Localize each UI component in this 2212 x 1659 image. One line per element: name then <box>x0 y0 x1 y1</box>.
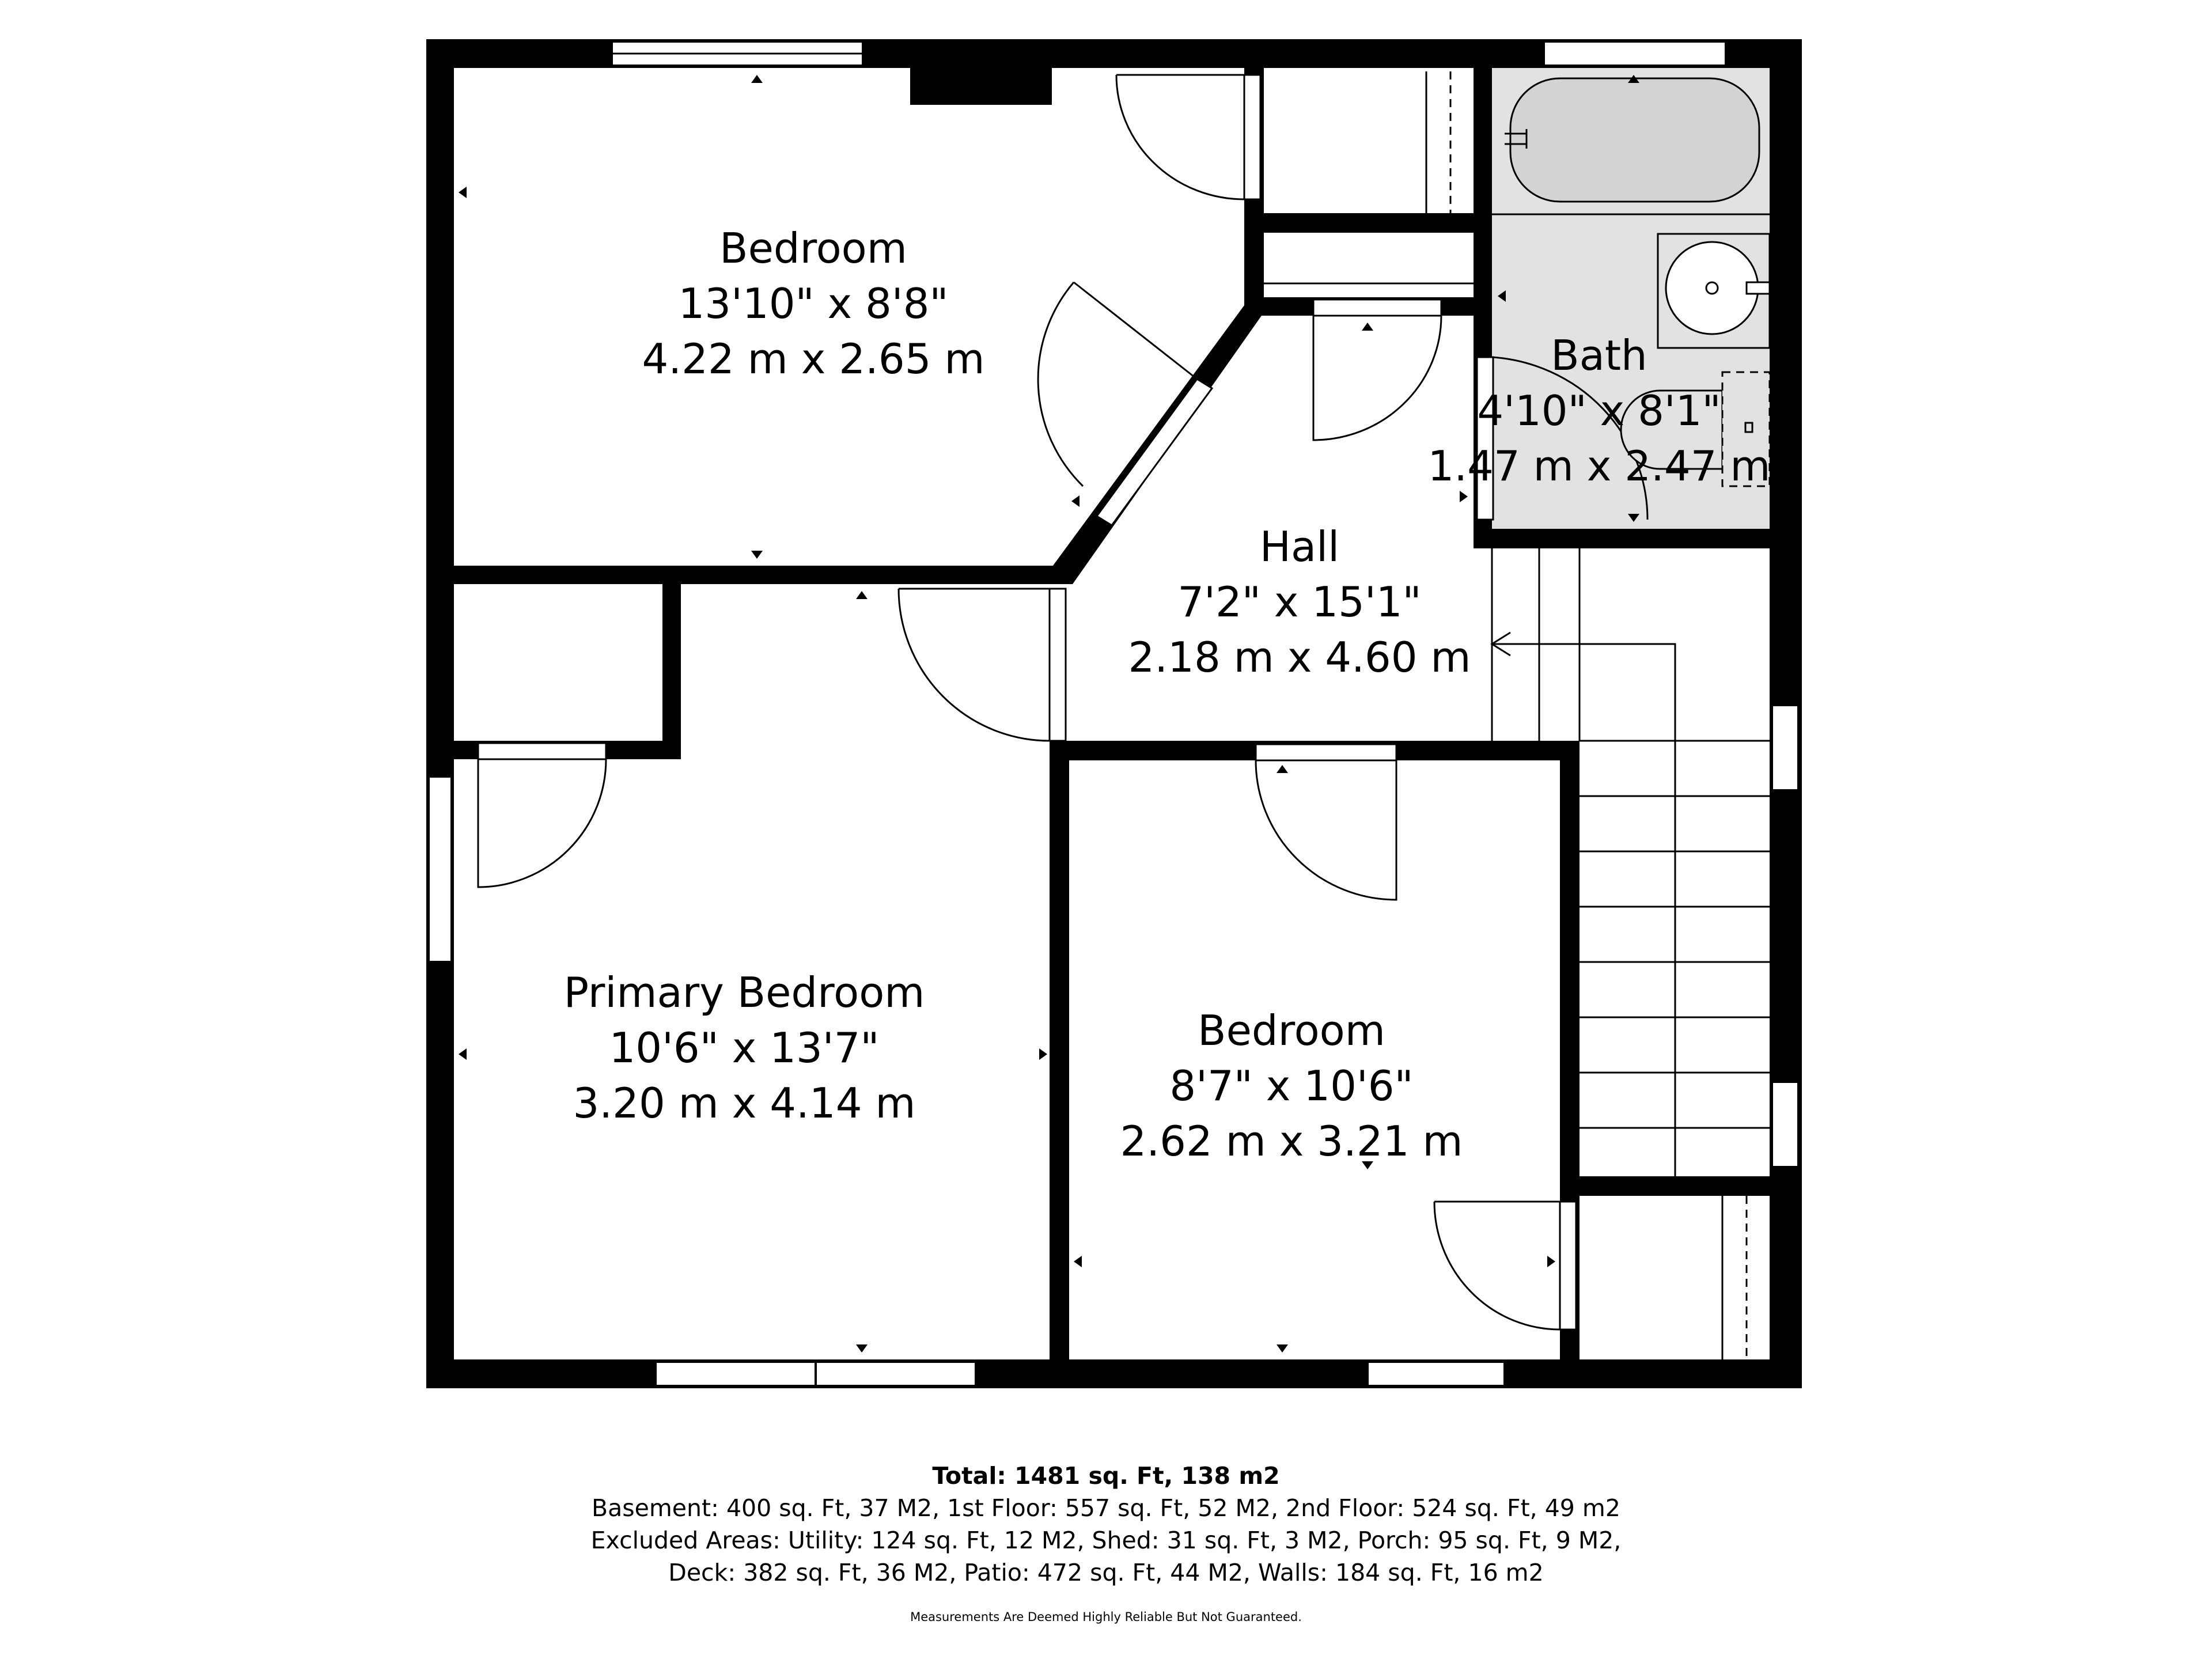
room-primary-bedroom <box>564 968 925 1127</box>
bathtub-basin <box>1510 78 1759 202</box>
room-name: Bedroom <box>719 224 907 272</box>
window-primary-left <box>429 777 452 962</box>
room-dimensions-imperial: 4'10" x 8'1" <box>1477 387 1721 435</box>
room-dimensions-metric: 4.22 m x 2.65 m <box>642 335 985 383</box>
area-breakdown-floors: Basement: 400 sq. Ft, 37 M2, 1st Floor: 557 sq. Ft, 52 M2, 2nd Floor: 524 sq. Ft, 49 m2 <box>592 1494 1620 1522</box>
room-dimensions-metric: 3.20 m x 4.14 m <box>573 1079 916 1127</box>
room-dimensions-imperial: 7'2" x 15'1" <box>1177 578 1422 626</box>
window-stair-2 <box>1772 1082 1798 1167</box>
room-name: Bedroom <box>1198 1006 1385 1055</box>
disclaimer: Measurements Are Deemed Highly Reliable But Not Guaranteed. <box>910 1610 1302 1624</box>
staircase <box>1492 548 1770 1176</box>
area-total: Total: 1481 sq. Ft, 138 m2 <box>932 1462 1280 1490</box>
room-name: Hall <box>1259 522 1340 571</box>
room-dimensions-metric: 2.62 m x 3.21 m <box>1120 1117 1463 1165</box>
sink-basin <box>1666 242 1758 334</box>
room-dimensions-metric: 2.18 m x 4.60 m <box>1128 633 1471 681</box>
room-name: Bath <box>1551 331 1647 380</box>
area-excluded-1: Excluded Areas: Utility: 124 sq. Ft, 12 M2, Shed: 31 sq. Ft, 3 M2, Porch: 95 sq. Ft, 9 M2, <box>590 1527 1622 1554</box>
window-bath <box>1544 41 1726 66</box>
window-bedroom-bottom <box>1368 1362 1505 1386</box>
room-bedroom-top <box>642 224 984 383</box>
room-dimensions-imperial: 13'10" x 8'8" <box>678 279 949 328</box>
room-name: Primary Bedroom <box>563 968 925 1017</box>
window-stair-1 <box>1772 705 1798 790</box>
room-bedroom-bottom <box>1120 1006 1463 1165</box>
room-dimensions-imperial: 10'6" x 13'7" <box>609 1024 880 1072</box>
area-excluded-2: Deck: 382 sq. Ft, 36 M2, Patio: 472 sq. Ft, 44 M2, Walls: 184 sq. Ft, 16 m2 <box>668 1559 1544 1586</box>
room-dimensions-imperial: 8'7" x 10'6" <box>1169 1062 1414 1110</box>
room-hall <box>1128 522 1471 681</box>
room-dimensions-metric: 1.47 m x 2.47 m <box>1427 442 1771 490</box>
